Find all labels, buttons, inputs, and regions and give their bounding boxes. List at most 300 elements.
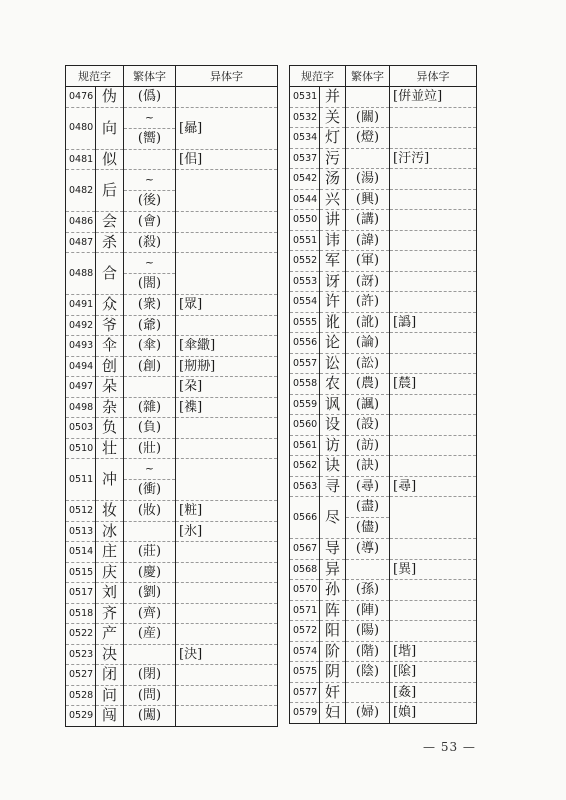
entry-code: 0486 bbox=[66, 212, 96, 233]
traditional-character-part: (儘) bbox=[355, 520, 380, 535]
variant-characters bbox=[176, 459, 278, 501]
traditional-character-part: (盡) bbox=[346, 497, 389, 518]
variant-characters: [眾] bbox=[176, 295, 278, 316]
entry-code: 0512 bbox=[66, 501, 96, 522]
variant-characters: [尋] bbox=[390, 476, 477, 497]
standard-character: 讲 bbox=[320, 210, 346, 231]
standard-character: 刘 bbox=[96, 583, 124, 604]
standard-character: 朵 bbox=[96, 377, 124, 398]
traditional-character: (諱) bbox=[346, 230, 390, 251]
table-row bbox=[66, 644, 278, 665]
entry-code: 0515 bbox=[66, 562, 96, 583]
traditional-character: (導) bbox=[346, 539, 390, 560]
variant-characters bbox=[390, 210, 477, 231]
standard-character: 齐 bbox=[96, 603, 124, 624]
entry-code: 0532 bbox=[290, 107, 320, 128]
entry-code: 0551 bbox=[290, 230, 320, 251]
table-row bbox=[290, 292, 477, 313]
table-row bbox=[66, 212, 278, 233]
entry-code: 0513 bbox=[66, 521, 96, 542]
traditional-character: (農) bbox=[346, 374, 390, 395]
standard-character: 壮 bbox=[96, 438, 124, 459]
standard-character: 阴 bbox=[320, 662, 346, 683]
entry-code: 0522 bbox=[66, 624, 96, 645]
traditional-character: (湯) bbox=[346, 169, 390, 190]
entry-code: 0482 bbox=[66, 170, 96, 212]
standard-character: 妆 bbox=[96, 501, 124, 522]
table-row bbox=[290, 682, 477, 703]
variant-characters bbox=[390, 394, 477, 415]
traditional-character-part: (閤) bbox=[137, 276, 162, 291]
standard-character: 讹 bbox=[320, 312, 346, 333]
table-row bbox=[290, 415, 477, 436]
traditional-character: (諷) bbox=[346, 394, 390, 415]
traditional-character bbox=[124, 459, 176, 501]
standard-character: 向 bbox=[96, 107, 124, 149]
entry-code: 0534 bbox=[290, 128, 320, 149]
table-row bbox=[66, 418, 278, 439]
variant-characters: [傘繖] bbox=[176, 336, 278, 357]
entry-code: 0554 bbox=[290, 292, 320, 313]
traditional-character: (創) bbox=[124, 356, 176, 377]
variant-characters bbox=[176, 624, 278, 645]
header-variant-char: 异体字 bbox=[390, 66, 477, 87]
traditional-character: (問) bbox=[124, 685, 176, 706]
variant-characters bbox=[390, 230, 477, 251]
standard-character: 会 bbox=[96, 212, 124, 233]
traditional-character: (講) bbox=[346, 210, 390, 231]
table-row bbox=[290, 333, 477, 354]
standard-character: 阶 bbox=[320, 641, 346, 662]
variant-characters: [襍] bbox=[176, 397, 278, 418]
traditional-character: (闖) bbox=[124, 706, 176, 727]
variant-characters bbox=[176, 212, 278, 233]
variant-characters bbox=[176, 87, 278, 108]
entry-code: 0566 bbox=[290, 497, 320, 539]
entry-code: 0510 bbox=[66, 438, 96, 459]
entry-code: 0575 bbox=[290, 662, 320, 683]
variant-characters: [異] bbox=[390, 559, 477, 580]
traditional-character: (陣) bbox=[346, 600, 390, 621]
entry-code: 0514 bbox=[66, 542, 96, 563]
standard-character: 负 bbox=[96, 418, 124, 439]
variant-characters: [曏] bbox=[176, 107, 278, 149]
table-row bbox=[66, 87, 278, 108]
variant-characters bbox=[176, 685, 278, 706]
table-row bbox=[290, 703, 477, 724]
header-traditional-char: 繁体字 bbox=[124, 66, 176, 87]
entry-code: 0537 bbox=[290, 148, 320, 169]
traditional-character: (傘) bbox=[124, 336, 176, 357]
standard-character: 尽 bbox=[320, 497, 346, 539]
traditional-character: (關) bbox=[346, 107, 390, 128]
traditional-character: (論) bbox=[346, 333, 390, 354]
entry-code: 0563 bbox=[290, 476, 320, 497]
standard-character: 论 bbox=[320, 333, 346, 354]
entry-code: 0491 bbox=[66, 295, 96, 316]
table-row bbox=[66, 170, 278, 212]
table-row bbox=[66, 377, 278, 398]
variant-characters bbox=[176, 232, 278, 253]
traditional-character: (雜) bbox=[124, 397, 176, 418]
traditional-character: (訪) bbox=[346, 435, 390, 456]
standard-character: 产 bbox=[96, 624, 124, 645]
standard-character: 农 bbox=[320, 374, 346, 395]
entry-code: 0498 bbox=[66, 397, 96, 418]
traditional-character: (衆) bbox=[124, 295, 176, 316]
traditional-character bbox=[346, 497, 390, 539]
variant-characters bbox=[176, 603, 278, 624]
variant-characters: [氷] bbox=[176, 521, 278, 542]
variant-characters bbox=[176, 418, 278, 439]
table-row bbox=[290, 251, 477, 272]
standard-character: 兴 bbox=[320, 189, 346, 210]
variant-characters: [汙汚] bbox=[390, 148, 477, 169]
standard-character: 寻 bbox=[320, 476, 346, 497]
entry-code: 0492 bbox=[66, 315, 96, 336]
entry-code: 0570 bbox=[290, 580, 320, 601]
variant-characters bbox=[176, 562, 278, 583]
variant-characters bbox=[390, 580, 477, 601]
standard-character: 杀 bbox=[96, 232, 124, 253]
table-row bbox=[290, 600, 477, 621]
entry-code: 0574 bbox=[290, 641, 320, 662]
table-row bbox=[66, 624, 278, 645]
entry-code: 0523 bbox=[66, 644, 96, 665]
standard-character: 讶 bbox=[320, 271, 346, 292]
variant-characters bbox=[176, 583, 278, 604]
traditional-character: (燈) bbox=[346, 128, 390, 149]
entry-code: 0503 bbox=[66, 418, 96, 439]
variant-characters bbox=[390, 353, 477, 374]
traditional-character: (階) bbox=[346, 641, 390, 662]
traditional-character bbox=[124, 107, 176, 149]
traditional-character: (齊) bbox=[124, 603, 176, 624]
variant-characters: [粧] bbox=[176, 501, 278, 522]
variant-characters: [堦] bbox=[390, 641, 477, 662]
character-table-left bbox=[65, 65, 278, 727]
traditional-character: (妝) bbox=[124, 501, 176, 522]
table-row bbox=[66, 356, 278, 377]
standard-character: 杂 bbox=[96, 397, 124, 418]
variant-characters bbox=[176, 438, 278, 459]
standard-character: 后 bbox=[96, 170, 124, 212]
variant-characters bbox=[176, 315, 278, 336]
table-row bbox=[66, 501, 278, 522]
entry-code: 0567 bbox=[290, 539, 320, 560]
traditional-character: (孫) bbox=[346, 580, 390, 601]
table-row bbox=[290, 107, 477, 128]
table-row bbox=[66, 542, 278, 563]
standard-character: 讽 bbox=[320, 394, 346, 415]
variant-characters bbox=[390, 333, 477, 354]
entry-code: 0559 bbox=[290, 394, 320, 415]
variant-characters bbox=[390, 292, 477, 313]
variant-characters bbox=[390, 497, 477, 539]
variant-characters: [辳] bbox=[390, 374, 477, 395]
table-row bbox=[290, 312, 477, 333]
table-row bbox=[66, 295, 278, 316]
variant-characters bbox=[176, 253, 278, 295]
table-row bbox=[290, 435, 477, 456]
traditional-character-part: (衝) bbox=[137, 482, 162, 497]
table-row bbox=[290, 374, 477, 395]
variant-characters bbox=[176, 665, 278, 686]
table-row bbox=[290, 662, 477, 683]
traditional-character: (産) bbox=[124, 624, 176, 645]
traditional-character: (壯) bbox=[124, 438, 176, 459]
page-number: — 53 — bbox=[423, 740, 476, 754]
table-row bbox=[290, 497, 477, 539]
standard-character: 讳 bbox=[320, 230, 346, 251]
table-row bbox=[290, 169, 477, 190]
entry-code: 0497 bbox=[66, 377, 96, 398]
standard-character: 伪 bbox=[96, 87, 124, 108]
variant-characters bbox=[390, 539, 477, 560]
table-row bbox=[66, 232, 278, 253]
entry-code: 0529 bbox=[66, 706, 96, 727]
standard-character: 闭 bbox=[96, 665, 124, 686]
traditional-character: (許) bbox=[346, 292, 390, 313]
traditional-character: (訣) bbox=[346, 456, 390, 477]
table-row bbox=[66, 665, 278, 686]
variant-characters: [朶] bbox=[176, 377, 278, 398]
standard-character: 访 bbox=[320, 435, 346, 456]
table-row bbox=[66, 149, 278, 170]
standard-character: 奸 bbox=[320, 682, 346, 703]
traditional-character-part: ~ bbox=[124, 459, 175, 480]
standard-character: 爷 bbox=[96, 315, 124, 336]
entry-code: 0579 bbox=[290, 703, 320, 724]
variant-characters bbox=[390, 128, 477, 149]
variant-characters: [決] bbox=[176, 644, 278, 665]
table-row bbox=[290, 128, 477, 149]
table-row bbox=[290, 641, 477, 662]
traditional-character bbox=[124, 521, 176, 542]
traditional-character bbox=[124, 253, 176, 295]
variant-characters bbox=[390, 271, 477, 292]
standard-character: 众 bbox=[96, 295, 124, 316]
table-row bbox=[290, 271, 477, 292]
variant-characters: [倂並竝] bbox=[390, 87, 477, 108]
standard-character: 闯 bbox=[96, 706, 124, 727]
traditional-character: (婦) bbox=[346, 703, 390, 724]
entry-code: 0557 bbox=[290, 353, 320, 374]
traditional-character: (閉) bbox=[124, 665, 176, 686]
traditional-character-part: ~ bbox=[124, 253, 175, 274]
standard-character: 许 bbox=[320, 292, 346, 313]
standard-character: 异 bbox=[320, 559, 346, 580]
traditional-character: (殺) bbox=[124, 232, 176, 253]
traditional-character: (爺) bbox=[124, 315, 176, 336]
traditional-character bbox=[346, 87, 390, 108]
table-row bbox=[66, 685, 278, 706]
variant-characters: [佀] bbox=[176, 149, 278, 170]
table-row bbox=[290, 353, 477, 374]
traditional-character: (僞) bbox=[124, 87, 176, 108]
traditional-character-part: (後) bbox=[137, 193, 162, 208]
table-row bbox=[66, 397, 278, 418]
standard-character: 污 bbox=[320, 148, 346, 169]
traditional-character-part: ~ bbox=[124, 170, 175, 191]
table-row bbox=[290, 87, 477, 108]
table-row bbox=[66, 253, 278, 295]
entry-code: 0476 bbox=[66, 87, 96, 108]
entry-code: 0577 bbox=[290, 682, 320, 703]
table-row bbox=[66, 603, 278, 624]
traditional-character: (訟) bbox=[346, 353, 390, 374]
variant-characters bbox=[390, 600, 477, 621]
entry-code: 0480 bbox=[66, 107, 96, 149]
header-standard-char: 规范字 bbox=[66, 66, 124, 87]
standard-character: 冲 bbox=[96, 459, 124, 501]
traditional-character: (會) bbox=[124, 212, 176, 233]
traditional-character: (劉) bbox=[124, 583, 176, 604]
entry-code: 0528 bbox=[66, 685, 96, 706]
traditional-character: (設) bbox=[346, 415, 390, 436]
standard-character: 阵 bbox=[320, 600, 346, 621]
entry-code: 0555 bbox=[290, 312, 320, 333]
traditional-character: (陰) bbox=[346, 662, 390, 683]
standard-character: 妇 bbox=[320, 703, 346, 724]
traditional-character: (訛) bbox=[346, 312, 390, 333]
standard-character: 问 bbox=[96, 685, 124, 706]
header-standard-char: 规范字 bbox=[290, 66, 346, 87]
traditional-character bbox=[124, 377, 176, 398]
standard-character: 冰 bbox=[96, 521, 124, 542]
entry-code: 0542 bbox=[290, 169, 320, 190]
traditional-character: (莊) bbox=[124, 542, 176, 563]
entry-code: 0561 bbox=[290, 435, 320, 456]
variant-characters: [隂] bbox=[390, 662, 477, 683]
variant-characters bbox=[390, 456, 477, 477]
table-row bbox=[290, 394, 477, 415]
entry-code: 0517 bbox=[66, 583, 96, 604]
standard-character: 伞 bbox=[96, 336, 124, 357]
table-row bbox=[66, 583, 278, 604]
table-row bbox=[290, 539, 477, 560]
entry-code: 0518 bbox=[66, 603, 96, 624]
table-row bbox=[66, 107, 278, 149]
standard-character: 军 bbox=[320, 251, 346, 272]
entry-code: 0531 bbox=[290, 87, 320, 108]
traditional-character: (訝) bbox=[346, 271, 390, 292]
traditional-character-part: ~ bbox=[124, 108, 175, 129]
entry-code: 0481 bbox=[66, 149, 96, 170]
variant-characters bbox=[176, 542, 278, 563]
variant-characters bbox=[176, 170, 278, 212]
entry-code: 0556 bbox=[290, 333, 320, 354]
standard-character: 合 bbox=[96, 253, 124, 295]
variant-characters: [剏剙] bbox=[176, 356, 278, 377]
variant-characters bbox=[390, 107, 477, 128]
table-row bbox=[290, 210, 477, 231]
traditional-character bbox=[124, 644, 176, 665]
entry-code: 0493 bbox=[66, 336, 96, 357]
variant-characters: [姦] bbox=[390, 682, 477, 703]
table-row bbox=[66, 706, 278, 727]
standard-character: 并 bbox=[320, 87, 346, 108]
header-variant-char: 异体字 bbox=[176, 66, 278, 87]
table-row bbox=[290, 621, 477, 642]
variant-characters bbox=[390, 415, 477, 436]
table-row bbox=[66, 438, 278, 459]
table-row bbox=[66, 315, 278, 336]
table-row bbox=[290, 148, 477, 169]
variant-characters: [媍] bbox=[390, 703, 477, 724]
standard-character: 庄 bbox=[96, 542, 124, 563]
entry-code: 0511 bbox=[66, 459, 96, 501]
table-row bbox=[290, 580, 477, 601]
standard-character: 似 bbox=[96, 149, 124, 170]
variant-characters bbox=[176, 706, 278, 727]
entry-code: 0494 bbox=[66, 356, 96, 377]
traditional-character: (慶) bbox=[124, 562, 176, 583]
variant-characters bbox=[390, 621, 477, 642]
variant-characters bbox=[390, 251, 477, 272]
entry-code: 0553 bbox=[290, 271, 320, 292]
standard-character: 孙 bbox=[320, 580, 346, 601]
table-row bbox=[66, 562, 278, 583]
table-row bbox=[290, 559, 477, 580]
entry-code: 0560 bbox=[290, 415, 320, 436]
table-row bbox=[66, 336, 278, 357]
variant-characters bbox=[390, 435, 477, 456]
standard-character: 阳 bbox=[320, 621, 346, 642]
standard-character: 关 bbox=[320, 107, 346, 128]
entry-code: 0550 bbox=[290, 210, 320, 231]
traditional-character: (陽) bbox=[346, 621, 390, 642]
variant-characters: [譌] bbox=[390, 312, 477, 333]
standard-character: 汤 bbox=[320, 169, 346, 190]
traditional-character: (尋) bbox=[346, 476, 390, 497]
traditional-character bbox=[124, 149, 176, 170]
entry-code: 0552 bbox=[290, 251, 320, 272]
table-row bbox=[66, 459, 278, 501]
traditional-character bbox=[124, 170, 176, 212]
table-row bbox=[290, 456, 477, 477]
variant-characters bbox=[390, 189, 477, 210]
standard-character: 讼 bbox=[320, 353, 346, 374]
traditional-character: (負) bbox=[124, 418, 176, 439]
standard-character: 灯 bbox=[320, 128, 346, 149]
traditional-character bbox=[346, 148, 390, 169]
standard-character: 设 bbox=[320, 415, 346, 436]
standard-character: 导 bbox=[320, 539, 346, 560]
entry-code: 0487 bbox=[66, 232, 96, 253]
entry-code: 0568 bbox=[290, 559, 320, 580]
entry-code: 0571 bbox=[290, 600, 320, 621]
entry-code: 0488 bbox=[66, 253, 96, 295]
traditional-character-part: (嚮) bbox=[137, 130, 162, 146]
character-table-right bbox=[289, 65, 477, 724]
table-row bbox=[290, 189, 477, 210]
entry-code: 0558 bbox=[290, 374, 320, 395]
table-row bbox=[290, 476, 477, 497]
standard-character: 决 bbox=[96, 644, 124, 665]
traditional-character: (興) bbox=[346, 189, 390, 210]
traditional-character bbox=[346, 559, 390, 580]
traditional-character bbox=[346, 682, 390, 703]
header-traditional-char: 繁体字 bbox=[346, 66, 390, 87]
traditional-character: (軍) bbox=[346, 251, 390, 272]
entry-code: 0527 bbox=[66, 665, 96, 686]
standard-character: 创 bbox=[96, 356, 124, 377]
entry-code: 0562 bbox=[290, 456, 320, 477]
entry-code: 0544 bbox=[290, 189, 320, 210]
table-row bbox=[290, 230, 477, 251]
entry-code: 0572 bbox=[290, 621, 320, 642]
